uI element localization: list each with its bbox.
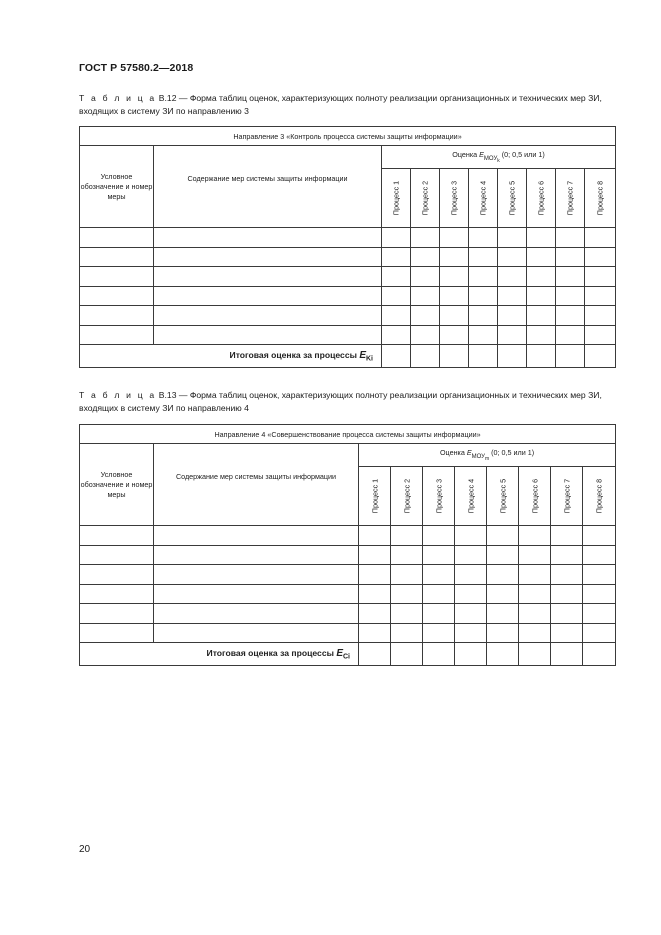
process-label: Процесс 8 — [594, 478, 604, 514]
table-cell — [556, 267, 585, 287]
table-cell — [80, 247, 154, 267]
table-cell — [154, 306, 382, 326]
total-sub: Ki — [366, 355, 373, 363]
table-cell — [585, 325, 616, 345]
table-cell — [382, 345, 411, 368]
table-cell — [411, 267, 440, 287]
table-cell — [487, 623, 519, 643]
table-cell — [585, 247, 616, 267]
total-row — [80, 345, 616, 368]
table-cell — [519, 545, 551, 565]
table-cell — [80, 228, 154, 248]
table-cell — [440, 247, 469, 267]
process-column-header — [359, 467, 391, 526]
table-cell — [527, 267, 556, 287]
table-cell — [487, 643, 519, 666]
table-cell — [455, 545, 487, 565]
evaluation-header — [359, 444, 616, 467]
table-cell — [359, 545, 391, 565]
table-cell — [556, 247, 585, 267]
process-label: Процесс 7 — [562, 478, 571, 514]
table-cell — [423, 623, 455, 643]
process-label: Процесс 2 — [420, 180, 430, 216]
table-cell — [423, 584, 455, 604]
table-cell — [556, 325, 585, 345]
table-cell — [583, 565, 616, 585]
table-cell — [583, 623, 616, 643]
evaluation-header — [382, 146, 616, 169]
table-cell — [585, 286, 616, 306]
table-cell — [498, 286, 527, 306]
table-cell — [391, 623, 423, 643]
table-cell — [551, 526, 583, 546]
table-cell — [154, 604, 359, 624]
table-cell — [391, 643, 423, 666]
table-cell — [411, 228, 440, 248]
table-cell — [551, 623, 583, 643]
process-label: Процесс 1 — [391, 180, 401, 216]
table-cell — [469, 247, 498, 267]
table-cell — [411, 306, 440, 326]
table-cell — [585, 228, 616, 248]
direction-header: Направление 3 «Контроль процесса системы защиты информации» — [80, 127, 616, 146]
table-row — [80, 325, 616, 345]
table-cell — [487, 584, 519, 604]
table-cell — [556, 286, 585, 306]
table-row — [80, 228, 616, 248]
total-row — [80, 643, 616, 666]
evaluation-sub: МОУ — [483, 155, 498, 162]
table-cell — [527, 286, 556, 306]
table-cell — [498, 247, 527, 267]
table-cell — [411, 325, 440, 345]
table-cell — [583, 526, 616, 546]
process-column-header — [455, 467, 487, 526]
table-row — [80, 286, 616, 306]
table-cell — [551, 545, 583, 565]
table-caption — [79, 92, 615, 117]
table-caption-label: Т а б л и ц а — [79, 390, 157, 400]
process-label: Процесс 8 — [595, 180, 605, 216]
table-cell — [585, 345, 616, 368]
table-cell — [440, 325, 469, 345]
table-row — [80, 526, 616, 546]
evaluation-prefix: Оценка — [452, 150, 480, 160]
table-cell — [80, 623, 154, 643]
table-caption — [79, 389, 615, 414]
total-text: Итоговая оценка за процессы — [229, 349, 360, 360]
total-sub: Ci — [343, 653, 350, 661]
table-cell — [154, 623, 359, 643]
process-label: Процесс 6 — [536, 180, 546, 216]
process-column-header — [391, 467, 423, 526]
total-symbol: E — [359, 349, 366, 361]
table-cell — [556, 306, 585, 326]
table-cell — [382, 228, 411, 248]
table-cell — [527, 306, 556, 326]
table-cell — [154, 565, 359, 585]
table-row — [80, 247, 616, 267]
table-row — [80, 545, 616, 565]
evaluation-table-3 — [79, 126, 616, 368]
table-cell — [411, 345, 440, 368]
table-cell — [519, 526, 551, 546]
table-cell — [423, 643, 455, 666]
table-cell — [382, 247, 411, 267]
total-symbol: E — [336, 647, 343, 659]
table-row — [80, 584, 616, 604]
table-cell — [527, 247, 556, 267]
table-cell — [440, 286, 469, 306]
total-label — [80, 643, 359, 666]
table-cell — [359, 643, 391, 666]
table-cell — [455, 526, 487, 546]
table-cell — [154, 545, 359, 565]
table-cell — [583, 584, 616, 604]
direction-header: Направление 4 «Совершенствование процесса системы защиты информации» — [80, 425, 616, 444]
table-cell — [391, 604, 423, 624]
table-cell — [583, 604, 616, 624]
table-cell — [154, 286, 382, 306]
table-row — [80, 623, 616, 643]
table-caption-text: В.13 — Форма таблиц оценок, характеризующих полноту реализации организационных и технических мер ЗИ, входящих в систему ЗИ по направлению 4 — [79, 390, 602, 413]
table-cell — [455, 623, 487, 643]
table-cell — [498, 345, 527, 368]
table-cell — [551, 565, 583, 585]
evaluation-symbol: E — [466, 448, 472, 458]
evaluation-suffix: (0; 0,5 или 1) — [489, 448, 535, 458]
table-cell — [519, 643, 551, 666]
process-column-header — [556, 169, 585, 228]
table-cell — [487, 526, 519, 546]
table-cell — [80, 325, 154, 345]
table-cell — [154, 247, 382, 267]
process-column-header — [411, 169, 440, 228]
process-column-header — [469, 169, 498, 228]
table-cell — [519, 604, 551, 624]
table-cell — [80, 584, 154, 604]
table-cell — [440, 306, 469, 326]
table-cell — [498, 325, 527, 345]
table-cell — [154, 267, 382, 287]
table-cell — [527, 345, 556, 368]
column-header-content: Содержание мер системы защиты информации — [154, 444, 359, 526]
table-cell — [382, 286, 411, 306]
process-column-header — [487, 467, 519, 526]
table-row — [80, 306, 616, 326]
table-cell — [359, 565, 391, 585]
document-standard-header: ГОСТ Р 57580.2—2018 — [79, 62, 194, 74]
table-cell — [469, 345, 498, 368]
table-cell — [498, 267, 527, 287]
table-cell — [469, 286, 498, 306]
evaluation-suffix: (0; 0,5 или 1) — [499, 150, 545, 160]
table-cell — [469, 306, 498, 326]
column-header-designation: Условное обозначение и номер меры — [80, 146, 154, 228]
table-cell — [469, 267, 498, 287]
table-cell — [556, 345, 585, 368]
process-label: Процесс 5 — [498, 478, 507, 514]
table-cell — [469, 325, 498, 345]
evaluation-prefix: Оценка — [439, 448, 467, 458]
table-cell — [440, 267, 469, 287]
table-cell — [556, 228, 585, 248]
table-cell — [498, 306, 527, 326]
table-cell — [80, 526, 154, 546]
table-cell — [80, 604, 154, 624]
table-cell — [455, 584, 487, 604]
table-cell — [382, 325, 411, 345]
table-cell — [382, 306, 411, 326]
table-cell — [359, 584, 391, 604]
table-caption-text: В.12 — Форма таблиц оценок, характеризующих полноту реализации организационных и технических мер ЗИ, входящих в систему ЗИ по направлению 3 — [79, 93, 602, 116]
table-cell — [583, 643, 616, 666]
table-cell — [455, 643, 487, 666]
table-cell — [391, 526, 423, 546]
process-label: Процесс 7 — [565, 180, 575, 216]
table-cell — [585, 306, 616, 326]
table-cell — [583, 545, 616, 565]
table-cell — [519, 623, 551, 643]
process-label: Процесс 3 — [434, 478, 443, 514]
table-cell — [154, 526, 359, 546]
table-cell — [423, 565, 455, 585]
process-column-header — [440, 169, 469, 228]
process-label: Процесс 4 — [466, 478, 475, 514]
table-cell — [498, 228, 527, 248]
table-cell — [423, 604, 455, 624]
evaluation-sub: МОУ — [471, 453, 485, 460]
table-row — [80, 604, 616, 624]
table-cell — [469, 228, 498, 248]
table-cell — [80, 565, 154, 585]
total-text: Итоговая оценка за процессы — [206, 647, 337, 658]
process-column-header — [583, 467, 616, 526]
table-cell — [440, 345, 469, 368]
page-number: 20 — [79, 844, 91, 855]
process-column-header — [382, 169, 411, 228]
process-label: Процесс 5 — [507, 180, 517, 216]
table-cell — [391, 565, 423, 585]
table-cell — [455, 565, 487, 585]
table-cell — [359, 623, 391, 643]
table-row — [80, 267, 616, 287]
table-cell — [527, 325, 556, 345]
table-caption-label: Т а б л и ц а — [79, 93, 157, 103]
table-cell — [411, 247, 440, 267]
table-cell — [551, 643, 583, 666]
column-header-designation: Условное обозначение и номер меры — [80, 444, 154, 526]
evaluation-table-4 — [79, 424, 616, 666]
table-cell — [519, 565, 551, 585]
table-cell — [423, 545, 455, 565]
column-header-content: Содержание мер системы защиты информации — [154, 146, 382, 228]
table-cell — [391, 545, 423, 565]
table-cell — [80, 306, 154, 326]
table-cell — [154, 325, 382, 345]
table-cell — [551, 584, 583, 604]
table-cell — [487, 565, 519, 585]
process-label: Процесс 1 — [370, 478, 379, 514]
process-column-header — [519, 467, 551, 526]
process-column-header — [551, 467, 583, 526]
table-cell — [359, 604, 391, 624]
evaluation-symbol: E — [479, 150, 484, 160]
table-cell — [423, 526, 455, 546]
table-cell — [455, 604, 487, 624]
process-column-header — [498, 169, 527, 228]
process-label: Процесс 3 — [449, 180, 459, 216]
process-column-header — [585, 169, 616, 228]
table-row — [80, 565, 616, 585]
process-label: Процесс 2 — [402, 478, 411, 514]
table-cell — [411, 286, 440, 306]
table-cell — [585, 267, 616, 287]
table-cell — [440, 228, 469, 248]
process-column-header — [423, 467, 455, 526]
table-cell — [519, 584, 551, 604]
table-cell — [487, 604, 519, 624]
table-cell — [154, 228, 382, 248]
process-column-header — [527, 169, 556, 228]
table-cell — [359, 526, 391, 546]
table-cell — [80, 545, 154, 565]
table-cell — [154, 584, 359, 604]
table-cell — [527, 228, 556, 248]
table-cell — [391, 584, 423, 604]
table-cell — [551, 604, 583, 624]
total-label — [80, 345, 382, 368]
evaluation-subsub: m — [485, 455, 490, 462]
table-cell — [80, 267, 154, 287]
process-label: Процесс 6 — [530, 478, 539, 514]
table-cell — [80, 286, 154, 306]
evaluation-subsub: k — [497, 157, 500, 164]
table-cell — [382, 267, 411, 287]
table-cell — [487, 545, 519, 565]
process-label: Процесс 4 — [478, 180, 488, 216]
